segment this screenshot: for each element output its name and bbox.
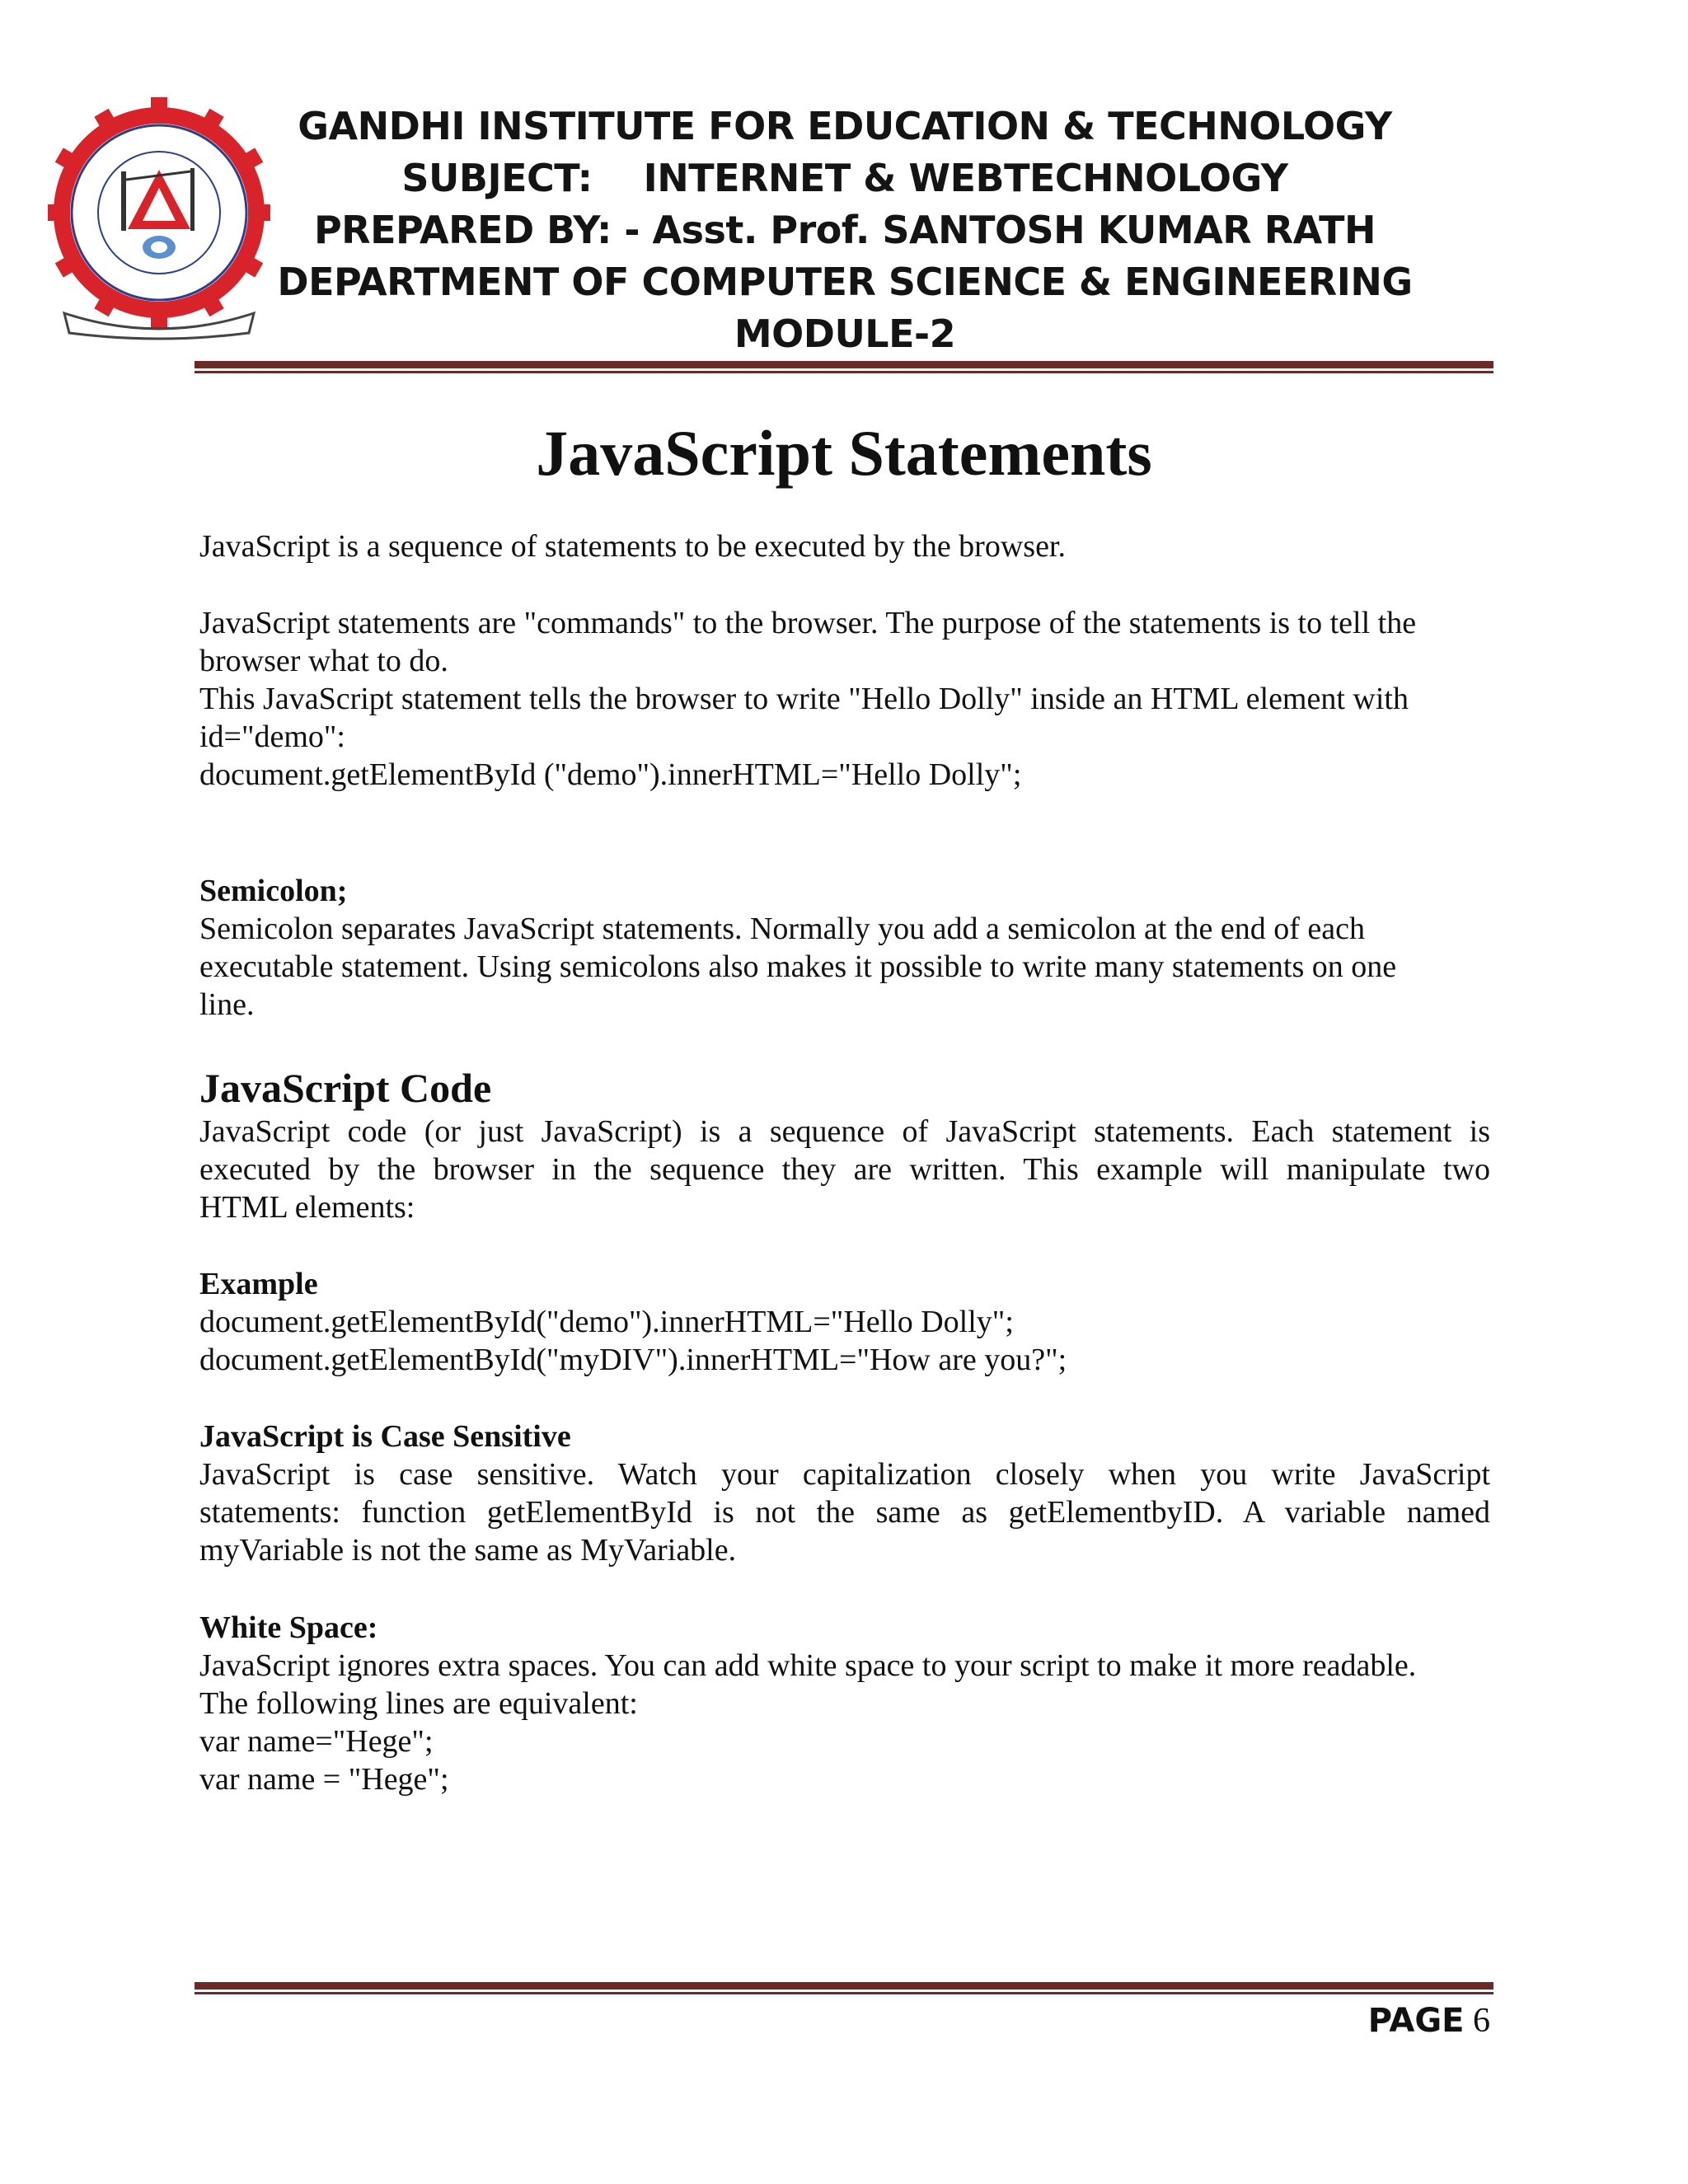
page-number-value: 6 bbox=[1473, 2002, 1490, 2040]
semicolon-line1: Semicolon separates JavaScript statements. Normally you add a semicolon at the end of each bbox=[199, 912, 1366, 946]
module-line: MODULE-2 bbox=[734, 312, 956, 356]
semicolon-heading: Semicolon; bbox=[199, 874, 348, 908]
intro-paragraph-2-line2: browser what to do. bbox=[199, 644, 448, 678]
intro-paragraph-3-line2: id="demo": bbox=[199, 719, 345, 754]
institute-name: GANDHI INSTITUTE FOR EDUCATION & TECHNOLOGY bbox=[298, 104, 1392, 148]
javascript-code-line3: HTML elements: bbox=[199, 1190, 415, 1225]
javascript-code-section bbox=[199, 1063, 1490, 1226]
page-title: JavaScript Statements bbox=[536, 417, 1152, 489]
case-sensitive-line1: JavaScript is case sensitive. Watch your capitalization closely when you write JavaScript bbox=[199, 1457, 1490, 1492]
white-space-line4: var name = "Hege"; bbox=[199, 1762, 449, 1797]
institute-logo bbox=[48, 97, 270, 344]
intro-paragraph-2-line1: JavaScript statements are "commands" to the browser. The purpose of the statements is to tell the bbox=[199, 606, 1417, 640]
footer-divider bbox=[195, 1982, 1493, 1994]
case-sensitive-heading: JavaScript is Case Sensitive bbox=[199, 1419, 571, 1454]
javascript-code-heading: JavaScript Code bbox=[199, 1065, 492, 1111]
subject-line: SUBJECT: INTERNET & WEBTECHNOLOGY bbox=[401, 156, 1288, 200]
page-number bbox=[1368, 1999, 1490, 2043]
white-space-line3: var name="Hege"; bbox=[199, 1724, 434, 1759]
prepared-by-line: PREPARED BY: - Asst. Prof. SANTOSH KUMAR RATH bbox=[313, 208, 1376, 252]
example-line2: document.getElementById("myDIV").innerHTML="How are you?"; bbox=[199, 1343, 1067, 1377]
white-space-heading: White Space: bbox=[199, 1610, 378, 1645]
document-header bbox=[272, 101, 1418, 360]
case-sensitive-line2: statements: function getElementById is not the same as getElementbyID. A variable named bbox=[199, 1495, 1490, 1530]
example-line1: document.getElementById("demo").innerHTML="Hello Dolly"; bbox=[199, 1305, 1014, 1339]
semicolon-section bbox=[199, 872, 1490, 1024]
intro-code-line: document.getElementById ("demo").innerHTML="Hello Dolly"; bbox=[199, 757, 1022, 792]
page-label: PAGE bbox=[1367, 2002, 1465, 2040]
white-space-line1: JavaScript ignores extra spaces. You can add white space to your script to make it more readable. bbox=[199, 1648, 1417, 1683]
white-space-line2: The following lines are equivalent: bbox=[199, 1686, 638, 1721]
semicolon-line3: line. bbox=[199, 987, 255, 1022]
semicolon-line2: executable statement. Using semicolons also makes it possible to write many statements on one bbox=[199, 949, 1397, 984]
case-sensitive-section bbox=[199, 1418, 1490, 1569]
example-section bbox=[199, 1265, 1490, 1379]
header-divider bbox=[195, 361, 1493, 373]
case-sensitive-line3: myVariable is not the same as MyVariable. bbox=[199, 1533, 737, 1568]
department-line: DEPARTMENT OF COMPUTER SCIENCE & ENGINEERING bbox=[277, 260, 1413, 304]
white-space-section bbox=[199, 1609, 1490, 1798]
javascript-code-line2: executed by the browser in the sequence they are written. This example will manipulate two bbox=[199, 1152, 1490, 1187]
javascript-code-line1: JavaScript code (or just JavaScript) is a sequence of JavaScript statements. Each statement is bbox=[199, 1114, 1490, 1149]
example-heading: Example bbox=[199, 1267, 318, 1301]
intro-section bbox=[199, 527, 1490, 565]
intro-section-2 bbox=[199, 604, 1490, 794]
intro-paragraph-3-line1: This JavaScript statement tells the browser to write "Hello Dolly" inside an HTML element with bbox=[199, 682, 1409, 716]
intro-paragraph-1: JavaScript is a sequence of statements to be executed by the browser. bbox=[199, 529, 1066, 564]
